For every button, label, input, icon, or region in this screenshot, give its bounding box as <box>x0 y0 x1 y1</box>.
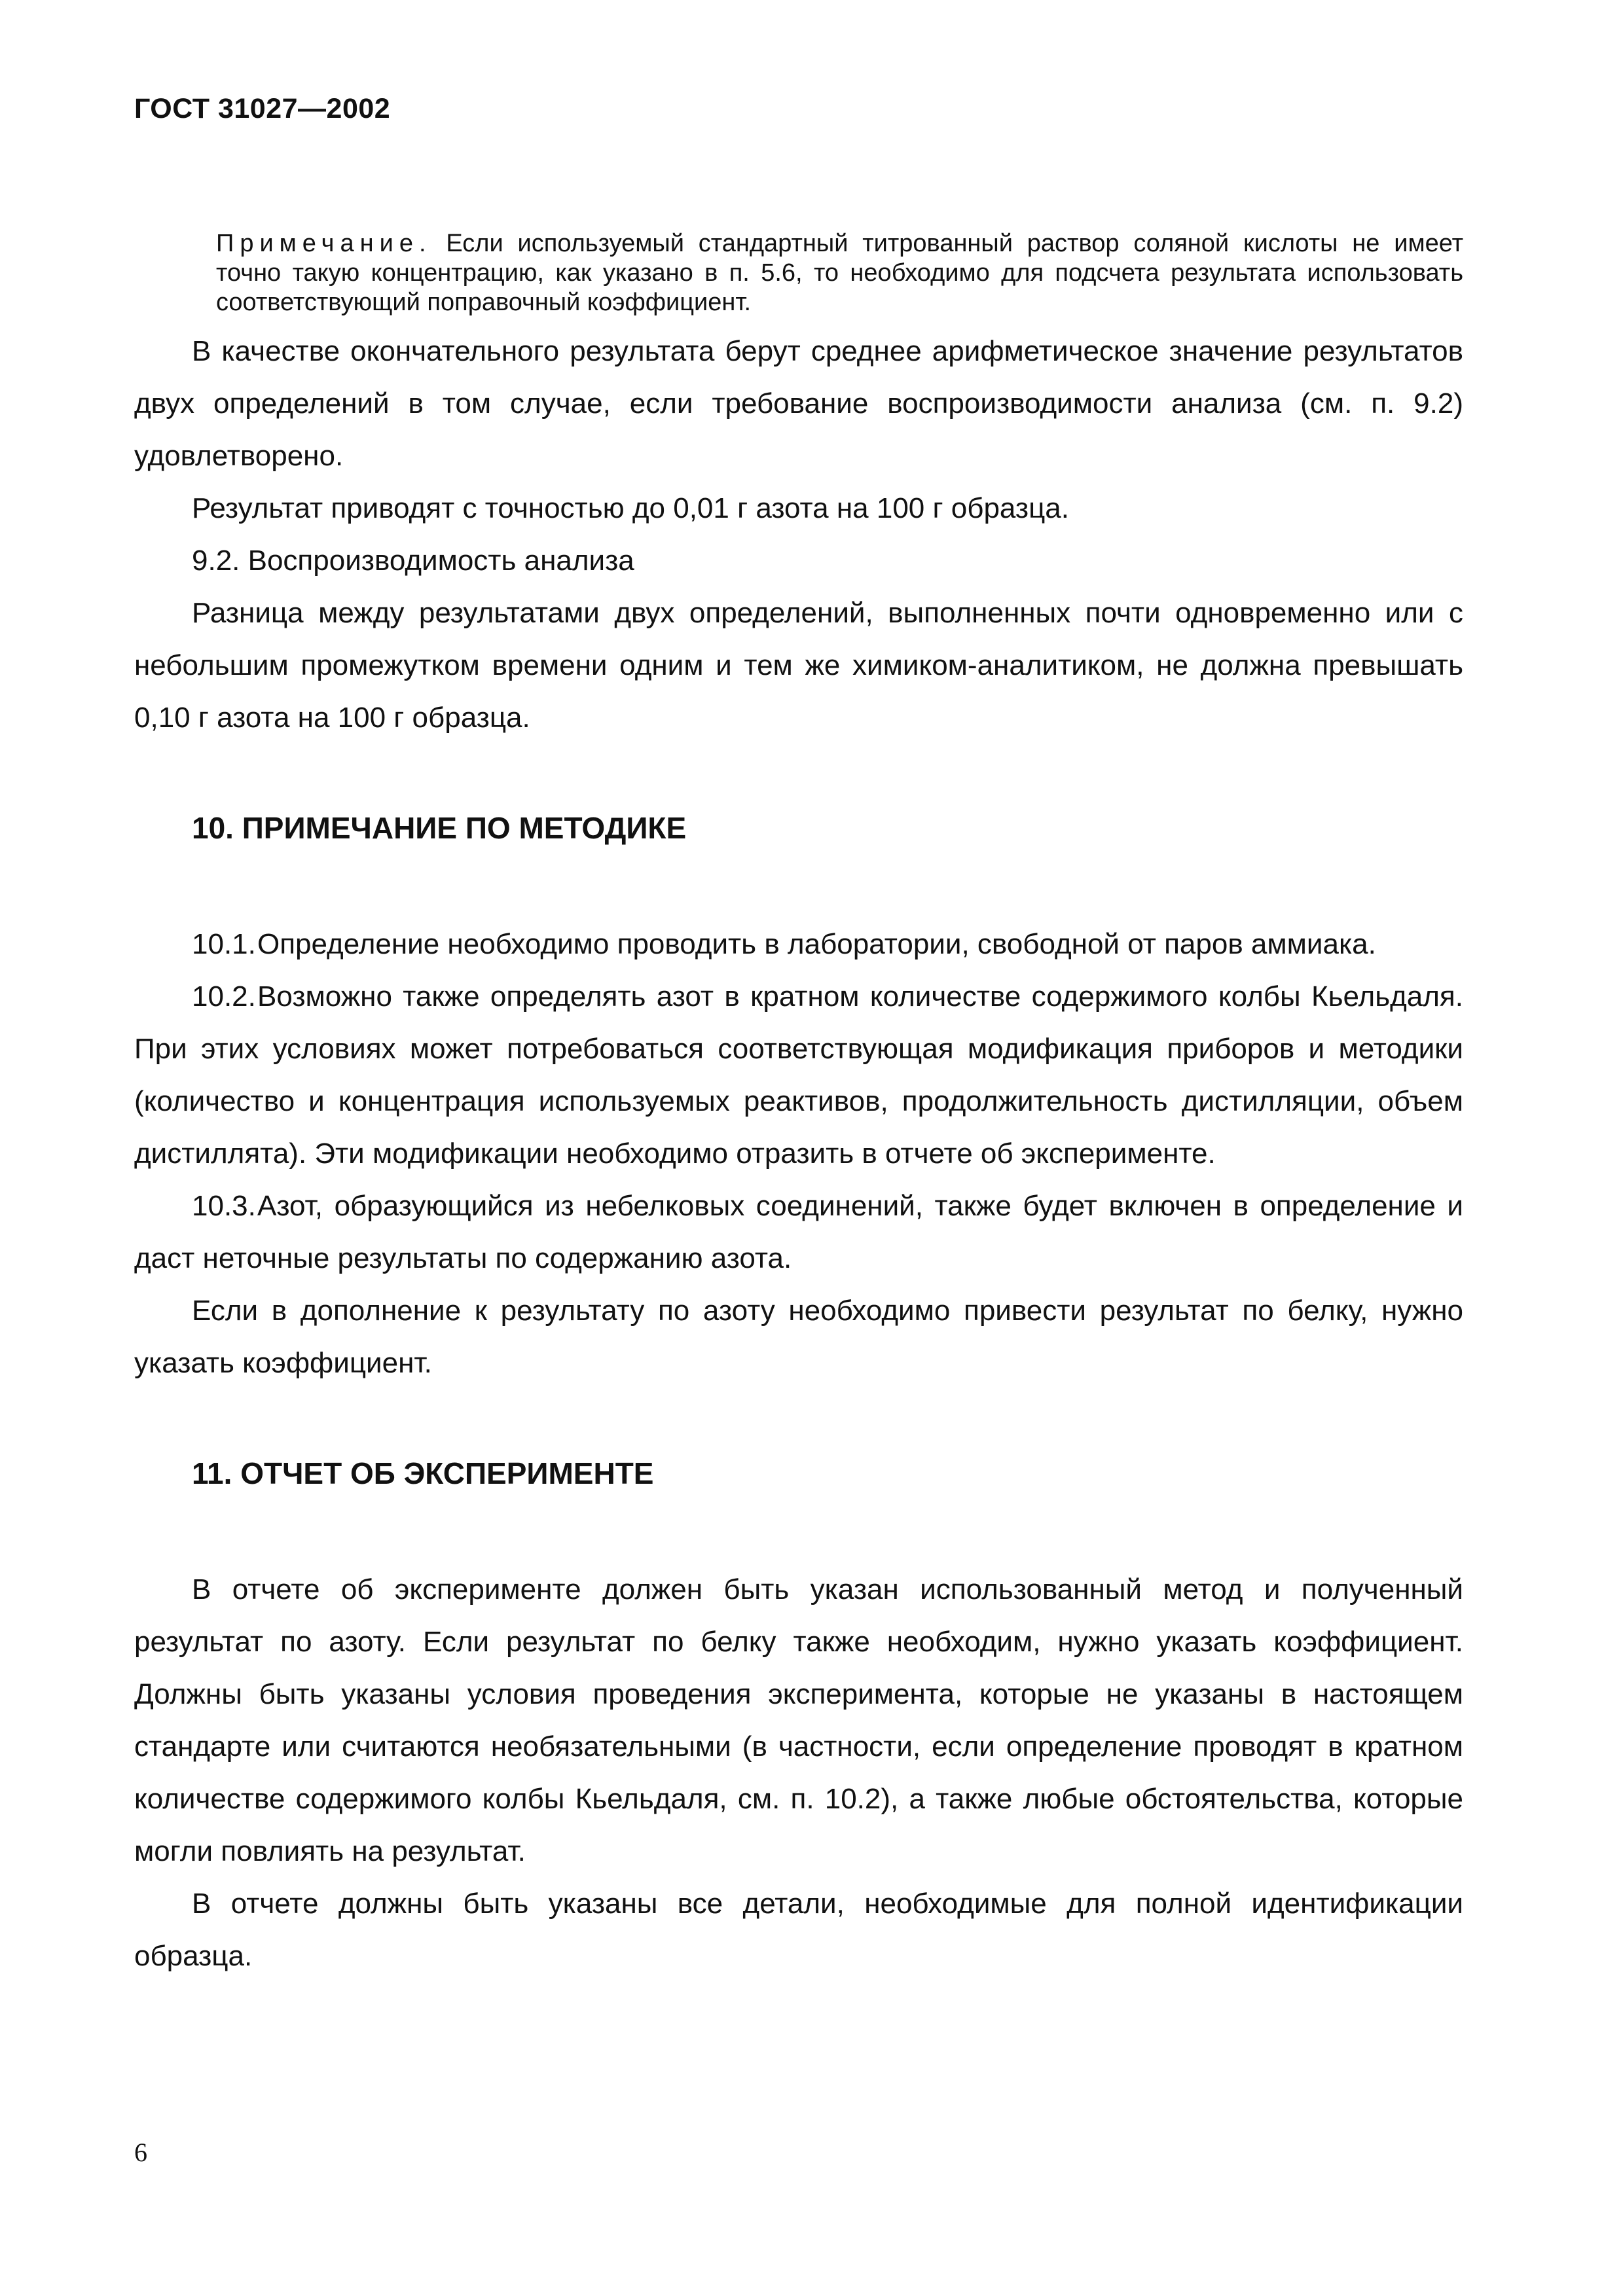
reproducibility-heading: 9.2. Воспроизводимость анализа <box>192 545 634 577</box>
clause-number: 10.3. <box>192 1190 256 1222</box>
page-number: 6 <box>134 2138 147 2167</box>
note-label: Примечание. <box>216 230 432 257</box>
reproducibility-paragraph: Разница между результатами двух определений, выполненных почти одновременно или с небольшим промежутком времени одним и тем же химиком-аналитиком, не должна превышать 0,10 г азота на 100 г образца. <box>134 597 1463 734</box>
section-11-title: 11. ОТЧЕТ ОБ ЭКСПЕРИМЕНТЕ <box>192 1456 654 1490</box>
document-header: ГОСТ 31027—2002 <box>134 93 391 124</box>
clause-10-3 <box>134 1180 1463 1285</box>
sample-identification-paragraph: В отчете должны быть указаны все детали, необходимые для полной идентификации образца. <box>134 1888 1463 1972</box>
note-paragraph <box>216 229 1463 317</box>
clause-text: Возможно также определять азот в кратном количестве содержимого колбы Кьельдаля. При этих условиях может потребоваться соответствующая модификация приборов и методики (количество и концентрация используемых реактивов, продолжительность дистилляции, объем дистиллята). Эти модификации необходимо отразить в отчете об эксперименте. <box>134 980 1463 1170</box>
clause-number: 10.2. <box>192 980 256 1013</box>
clause-10-1 <box>134 918 1463 971</box>
clause-10-2 <box>134 971 1463 1180</box>
report-contents-paragraph: В отчете об эксперименте должен быть указан использованный метод и полученный результат по азоту. Если результат по белку также необходим, нужно указать коэффициент. Должны быть указаны условия проведения эксперимента, которые не указаны в настоящем стандарте или считаются необязательными (в частности, если определение проводят в кратном количестве содержимого колбы Кьельдаля, см. п. 10.2), а также любые обстоятельства, которые могли повлиять на результат. <box>134 1573 1463 1867</box>
clause-number: 10.1. <box>192 928 256 960</box>
precision-paragraph: Результат приводят с точностью до 0,01 г азота на 100 г образца. <box>192 492 1069 524</box>
section-10-title: 10. ПРИМЕЧАНИЕ ПО МЕТОДИКЕ <box>192 811 687 845</box>
final-result-paragraph: В качестве окончательного результата берут среднее арифметическое значение результатов двух определений в том случае, если требование воспроизводимости анализа (см. п. 9.2) удовлетворено. <box>134 335 1463 472</box>
note-text: Если используемый стандартный титрованный раствор соляной кислоты не имеет точно такую концентрацию, как указано в п. 5.6, то необходимо для подсчета результата использовать соответствующий поправочный коэффициент. <box>216 230 1463 316</box>
clause-text: Определение необходимо проводить в лаборатории, свободной от паров аммиака. <box>257 928 1376 960</box>
page-content <box>134 229 1463 1982</box>
clause-text: Азот, образующийся из небелковых соединений, также будет включен в определение и даст неточные результаты по содержанию азота. <box>134 1190 1463 1274</box>
protein-coefficient-paragraph: Если в дополнение к результату по азоту необходимо привести результат по белку, нужно указать коэффициент. <box>134 1295 1463 1379</box>
